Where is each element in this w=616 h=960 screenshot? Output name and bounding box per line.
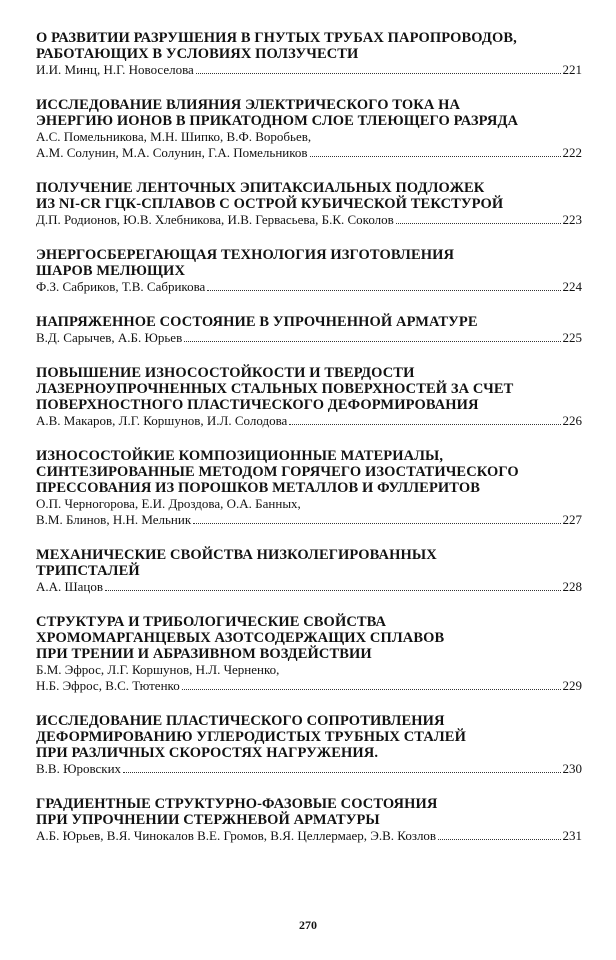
entry-authors-line: А.В. Макаров, Л.Г. Коршунов, И.Л. Солодова — [36, 413, 288, 428]
entry-title-line: ГРАДИЕНТНЫЕ СТРУКТУРНО-ФАЗОВЫЕ СОСТОЯНИЯ — [36, 796, 438, 812]
entry-authors-page-line — [36, 579, 582, 595]
entry-title-line: СИНТЕЗИРОВАННЫЕ МЕТОДОМ ГОРЯЧЕГО ИЗОСТАТИЧЕСКОГО — [36, 464, 519, 480]
entry-title-line: ПОЛУЧЕНИЕ ЛЕНТОЧНЫХ ЭПИТАКСИАЛЬНЫХ ПОДЛОЖЕК — [36, 180, 485, 196]
entry-title-line: РАБОТАЮЩИХ В УСЛОВИЯХ ПОЛЗУЧЕСТИ — [36, 46, 359, 62]
entry-authors-page-line — [36, 413, 582, 429]
entry-page-number: 225 — [562, 330, 582, 345]
entry-title-line: НАПРЯЖЕННОЕ СОСТОЯНИЕ В УПРОЧНЕННОЙ АРМАТУРЕ — [36, 314, 478, 330]
toc-entry — [36, 30, 582, 78]
dot-leader — [182, 678, 561, 690]
entry-title-line: ЭНЕРГОСБЕРЕГАЮЩАЯ ТЕХНОЛОГИЯ ИЗГОТОВЛЕНИЯ — [36, 247, 455, 263]
entry-authors-page-line — [36, 678, 582, 694]
entry-page-number: 224 — [562, 279, 582, 294]
entry-authors-line: А.А. Шацов — [36, 579, 104, 594]
entry-title-line: ПРИ ТРЕНИИ И АБРАЗИВНОМ ВОЗДЕЙСТВИИ — [36, 646, 372, 662]
entry-page-number: 223 — [562, 212, 582, 227]
entry-authors-page-line — [36, 212, 582, 228]
entry-authors-line: И.И. Минц, Н.Г. Новоселова — [36, 62, 194, 77]
toc-entry — [36, 547, 582, 595]
entry-title-line: МЕХАНИЧЕСКИЕ СВОЙСТВА НИЗКОЛЕГИРОВАННЫХ — [36, 547, 437, 563]
entry-title-line: ИЗ NI-CR ГЦК-СПЛАВОВ С ОСТРОЙ КУБИЧЕСКОЙ ТЕКСТУРОЙ — [36, 196, 504, 212]
entry-title-line: ЛАЗЕРНОУПРОЧНЕННЫХ СТАЛЬНЫХ ПОВЕРХНОСТЕЙ ЗА СЧЕТ — [36, 381, 514, 397]
dot-leader — [196, 62, 561, 74]
entry-authors-line: Ф.З. Сабриков, Т.В. Сабрикова — [36, 279, 206, 294]
entry-authors-line: А.С. Помельникова, М.Н. Шипко, В.Ф. Воробьев, — [36, 129, 312, 144]
dot-leader — [289, 413, 560, 425]
dot-leader — [184, 330, 560, 342]
toc-entry — [36, 247, 582, 295]
entry-authors-line: Д.П. Родионов, Ю.В. Хлебникова, И.В. Гервасьева, Б.К. Соколов — [36, 212, 394, 227]
entry-page-number: 230 — [562, 761, 582, 776]
entry-authors-page-line — [36, 330, 582, 346]
dot-leader — [396, 212, 561, 224]
entry-authors-line: В.В. Юровских — [36, 761, 122, 776]
entry-title-line: СТРУКТУРА И ТРИБОЛОГИЧЕСКИЕ СВОЙСТВА — [36, 614, 387, 630]
toc-entry — [36, 180, 582, 228]
entry-authors-page-line — [36, 512, 582, 528]
entry-page-number: 227 — [562, 512, 582, 527]
entry-title-line: О РАЗВИТИИ РАЗРУШЕНИЯ В ГНУТЫХ ТРУБАХ ПАРОПРОВОДОВ, — [36, 30, 517, 46]
dot-leader — [105, 579, 560, 591]
entry-authors-page-line — [36, 761, 582, 777]
entry-authors-page-line — [36, 62, 582, 78]
entry-page-number: 228 — [562, 579, 582, 594]
page-number: 270 — [299, 918, 317, 932]
toc-entry — [36, 365, 582, 429]
entry-title-line: ДЕФОРМИРОВАНИЮ УГЛЕРОДИСТЫХ ТРУБНЫХ СТАЛЕЙ — [36, 729, 466, 745]
entry-title-line: ПОВЕРХНОСТНОГО ПЛАСТИЧЕСКОГО ДЕФОРМИРОВАНИЯ — [36, 397, 479, 413]
dot-leader — [123, 761, 560, 773]
toc-entry — [36, 314, 582, 346]
toc-entry — [36, 97, 582, 161]
entry-authors-line: А.Б. Юрьев, В.Я. Чинокалов В.Е. Громов, В.Я. Целлермаер, Э.В. Козлов — [36, 828, 437, 843]
dot-leader — [438, 828, 560, 840]
entry-authors-line: А.М. Солунин, М.А. Солунин, Г.А. Помельников — [36, 145, 308, 160]
entry-title-line: ПРИ РАЗЛИЧНЫХ СКОРОСТЯХ НАГРУЖЕНИЯ. — [36, 745, 379, 761]
entry-authors-page-line — [36, 828, 582, 844]
entry-page-number: 229 — [562, 678, 582, 693]
toc-entry — [36, 614, 582, 694]
entry-page-number: 221 — [562, 62, 582, 77]
entry-page-number: 231 — [562, 828, 582, 843]
entry-authors-page-line — [36, 279, 582, 295]
entry-page-number: 222 — [562, 145, 582, 160]
entry-page-number: 226 — [562, 413, 582, 428]
toc-entry — [36, 448, 582, 528]
dot-leader — [207, 279, 560, 291]
entry-title-line: ПРИ УПРОЧНЕНИИ СТЕРЖНЕВОЙ АРМАТУРЫ — [36, 812, 380, 828]
entry-title-line: ХРОМОМАРГАНЦЕВЫХ АЗОТСОДЕРЖАЩИХ СПЛАВОВ — [36, 630, 445, 646]
entry-authors-line: В.Д. Сарычев, А.Б. Юрьев — [36, 330, 183, 345]
entry-authors-line: Б.М. Эфрос, Л.Г. Коршунов, Н.Л. Черненко, — [36, 662, 280, 677]
entry-authors-line: Н.Б. Эфрос, В.С. Тютенко — [36, 678, 180, 693]
entry-title-line: ТРИПСТАЛЕЙ — [36, 563, 140, 579]
entry-authors-line: В.М. Блинов, Н.Н. Мельник — [36, 512, 192, 527]
entry-title-line: ШАРОВ МЕЛЮЩИХ — [36, 263, 186, 279]
dot-leader — [310, 145, 561, 157]
entry-title-line: ЭНЕРГИЮ ИОНОВ В ПРИКАТОДНОМ СЛОЕ ТЛЕЮЩЕГО РАЗРЯДА — [36, 113, 519, 129]
table-of-contents — [36, 30, 582, 863]
toc-entry — [36, 796, 582, 844]
entry-title-line: ПОВЫШЕНИЕ ИЗНОСОСТОЙКОСТИ И ТВЕРДОСТИ — [36, 365, 415, 381]
entry-title-line: ИССЛЕДОВАНИЕ ПЛАСТИЧЕСКОГО СОПРОТИВЛЕНИЯ — [36, 713, 445, 729]
toc-entry — [36, 713, 582, 777]
entry-authors-page-line — [36, 145, 582, 161]
entry-title-line: ИССЛЕДОВАНИЕ ВЛИЯНИЯ ЭЛЕКТРИЧЕСКОГО ТОКА НА — [36, 97, 461, 113]
dot-leader — [193, 512, 560, 524]
entry-title-line: ПРЕССОВАНИЯ ИЗ ПОРОШКОВ МЕТАЛЛОВ И ФУЛЛЕРИТОВ — [36, 480, 481, 496]
entry-title-line: ИЗНОСОСТОЙКИЕ КОМПОЗИЦИОННЫЕ МАТЕРИАЛЫ, — [36, 448, 444, 464]
entry-authors-line: О.П. Черногорова, Е.И. Дроздова, О.А. Банных, — [36, 496, 301, 511]
